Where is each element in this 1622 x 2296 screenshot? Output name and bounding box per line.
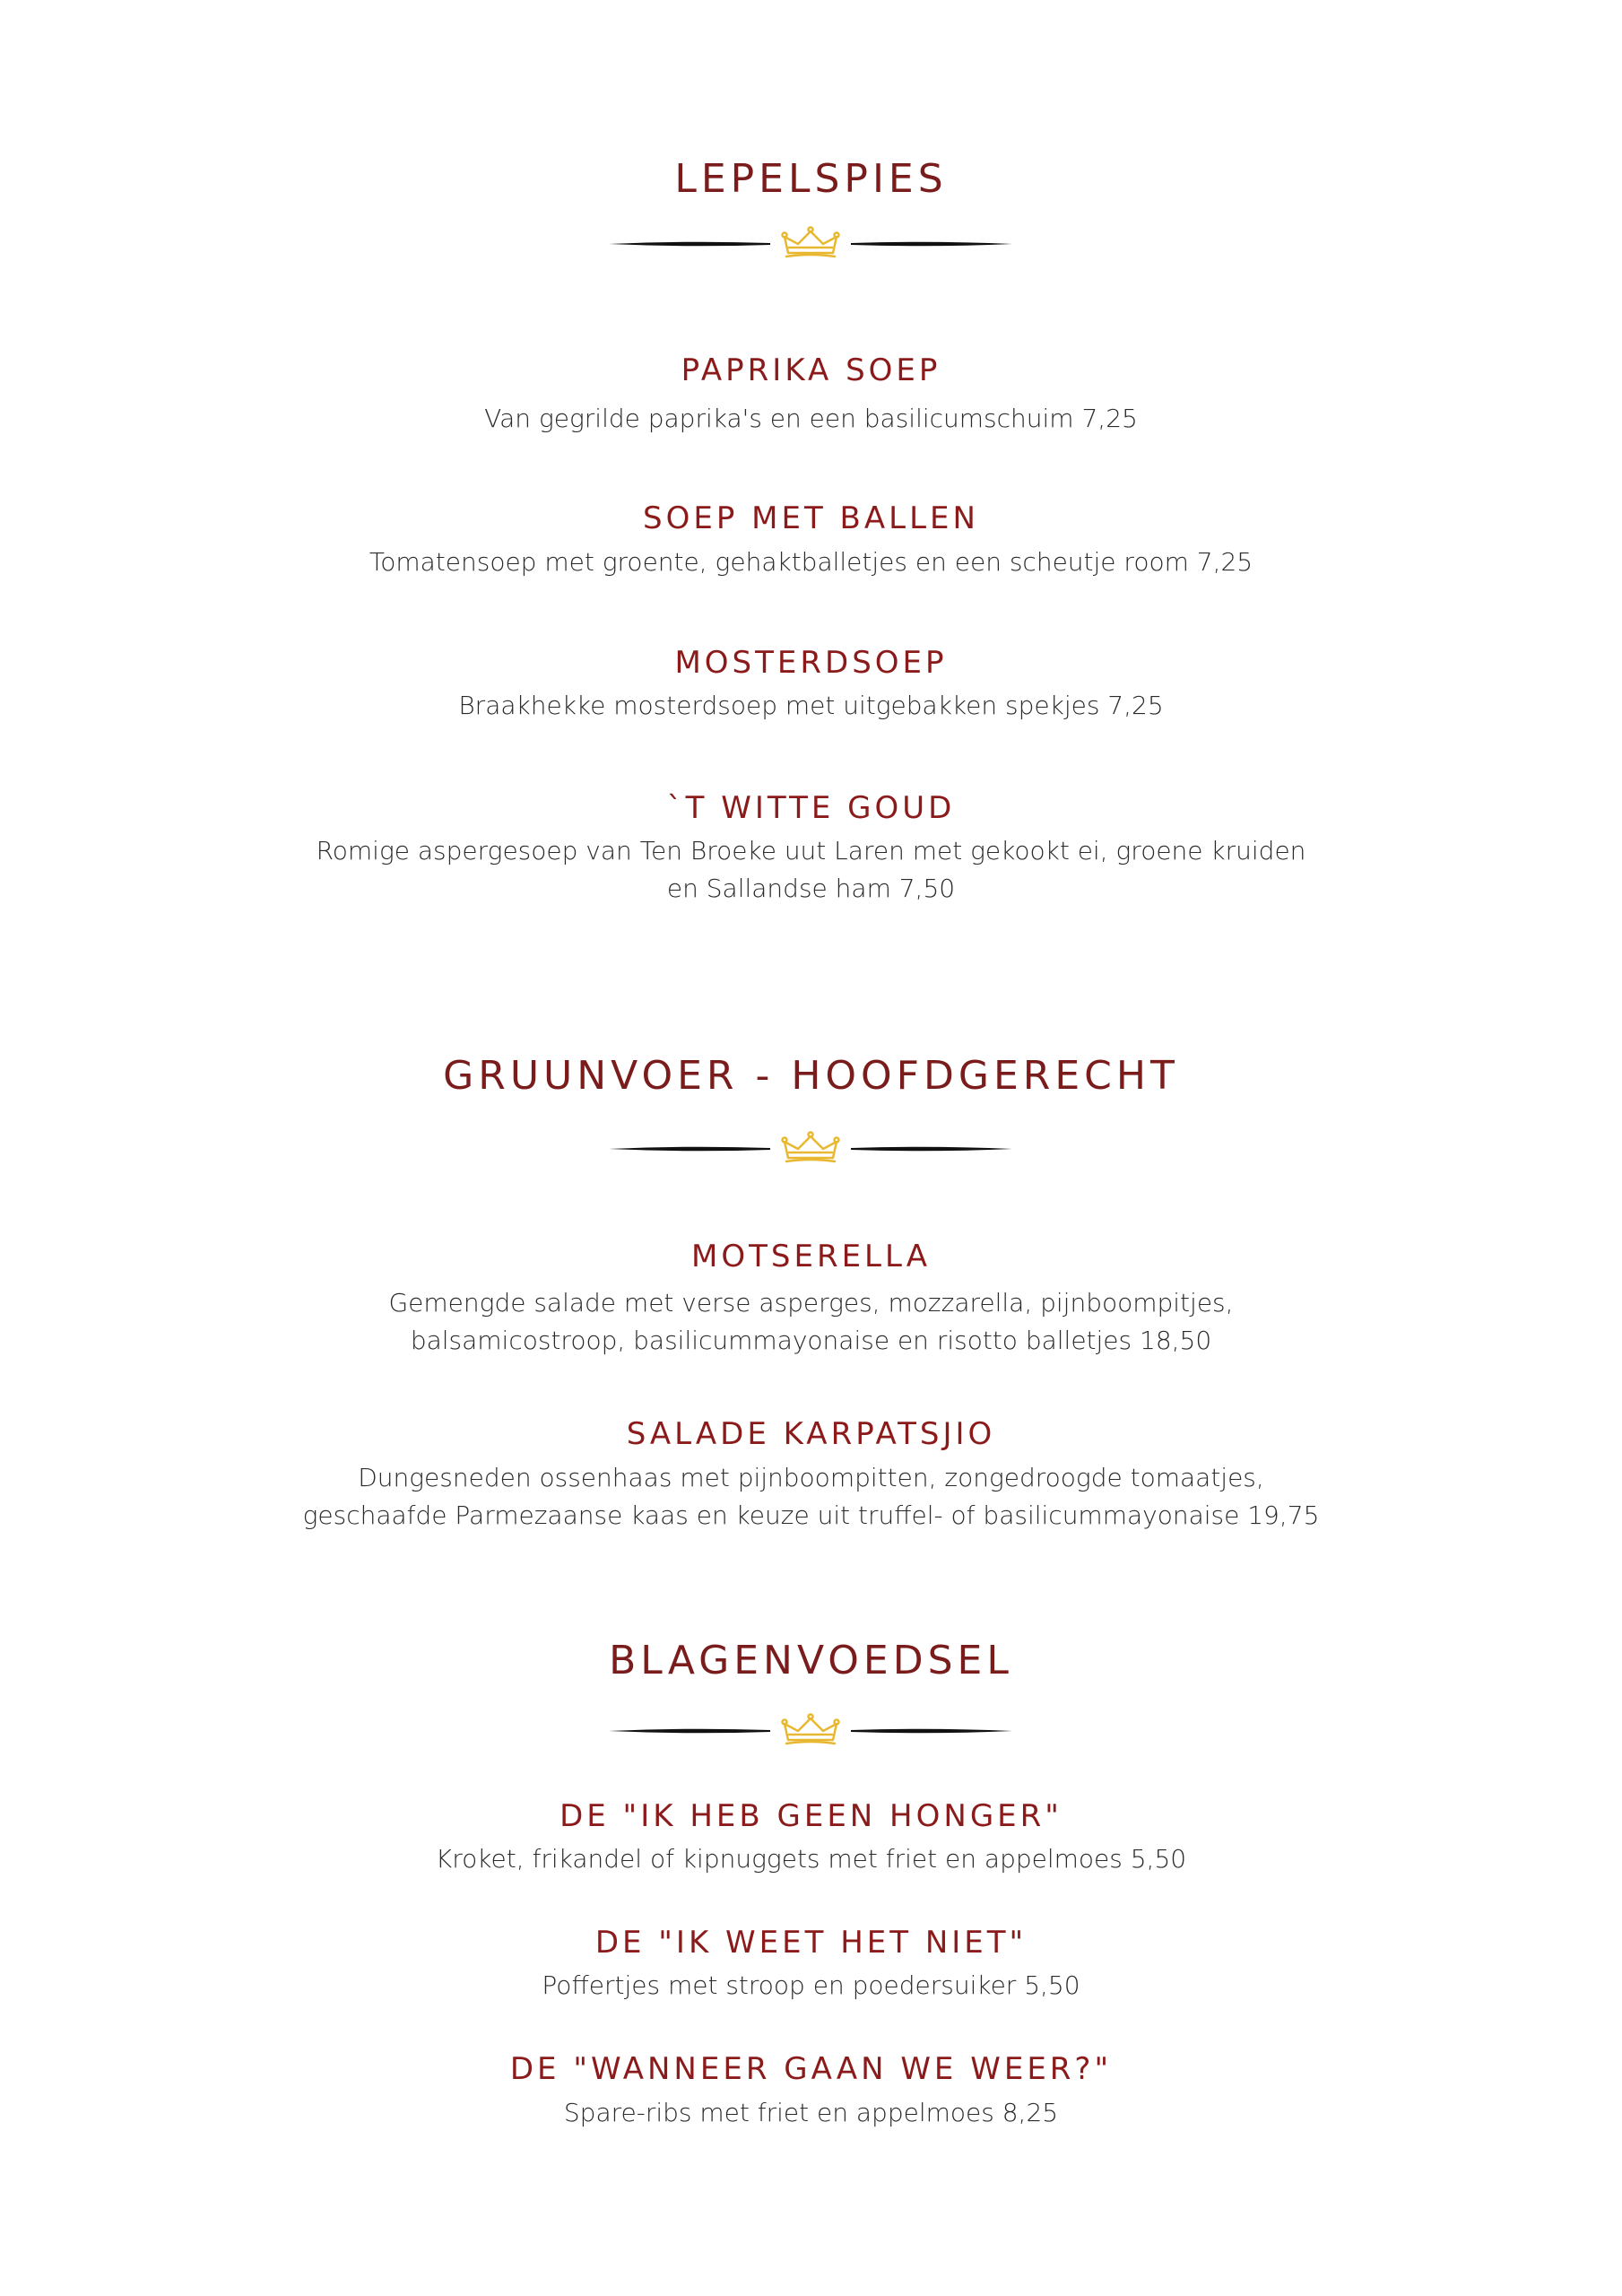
menu-item-title: DE "IK WEET HET NIET" (594, 1925, 1028, 1961)
menu-item-description: Kroket, frikandel of kipnuggets met friet en appelmoes 5,50 (435, 1844, 1187, 1874)
section-title-gruunvoer: GRUUNVOER - HOOFDGERECHT (443, 1053, 1179, 1099)
menu-item-description: en Sallandse ham 7,50 (666, 874, 956, 903)
section-divider (0, 1713, 1622, 1749)
menu-item-title: MOSTERDSOEP (674, 645, 948, 681)
menu-item-title: PAPRIKA SOEP (681, 352, 941, 388)
menu-item-title: DE "WANNEER GAAN WE WEER?" (509, 2051, 1113, 2087)
menu-item-description: Poffertjes met stroop en poedersuiker 5,50 (542, 1970, 1080, 2000)
menu-item-title: `T WITTE GOUD (666, 790, 956, 826)
menu-item-description: Braakhekke mosterdsoep met uitgebakken spekjes 7,25 (458, 691, 1164, 720)
menu-item-description: balsamicostroop, basilicummayonaise en risotto balletjes 18,50 (410, 1326, 1212, 1355)
menu-item-description: Romige aspergesoep van Ten Broeke uut Laren met gekookt ei, groene kruiden (316, 836, 1306, 865)
menu-item-description: Van gegrilde paprika's en een basilicumschuim 7,25 (484, 404, 1138, 433)
menu-item-description: Tomatensoep met groente, gehaktballetjes en een scheutje room 7,25 (369, 547, 1253, 577)
section-title-blagenvoedsel: BLAGENVOEDSEL (609, 1638, 1013, 1683)
menu-item-description: Gemengde salade met verse asperges, mozzarella, pijnboompitjes, (388, 1288, 1234, 1318)
menu-item-title: SALADE KARPATSJIO (626, 1416, 996, 1452)
menu-item-title: MOTSERELLA (691, 1239, 931, 1274)
section-title-lepelspies: LEPELSPIES (674, 156, 948, 202)
menu-item-title: SOEP MET BALLEN (643, 500, 979, 536)
section-divider (0, 226, 1622, 262)
crown-icon (609, 1715, 1012, 1744)
menu-item-description: Spare-ribs met friet en appelmoes 8,25 (563, 2098, 1059, 2127)
menu-item-description: geschaafde Parmezaanse kaas en keuze uit truffel- of basilicummayonaise 19,75 (302, 1500, 1320, 1530)
crown-icon (609, 228, 1012, 257)
crown-icon (609, 1133, 1012, 1162)
menu-item-title: DE "IK HEB GEEN HONGER" (559, 1798, 1063, 1834)
section-divider (0, 1131, 1622, 1167)
menu-item-description: Dungesneden ossenhaas met pijnboompitten, zongedroogde tomaatjes, (358, 1463, 1264, 1492)
